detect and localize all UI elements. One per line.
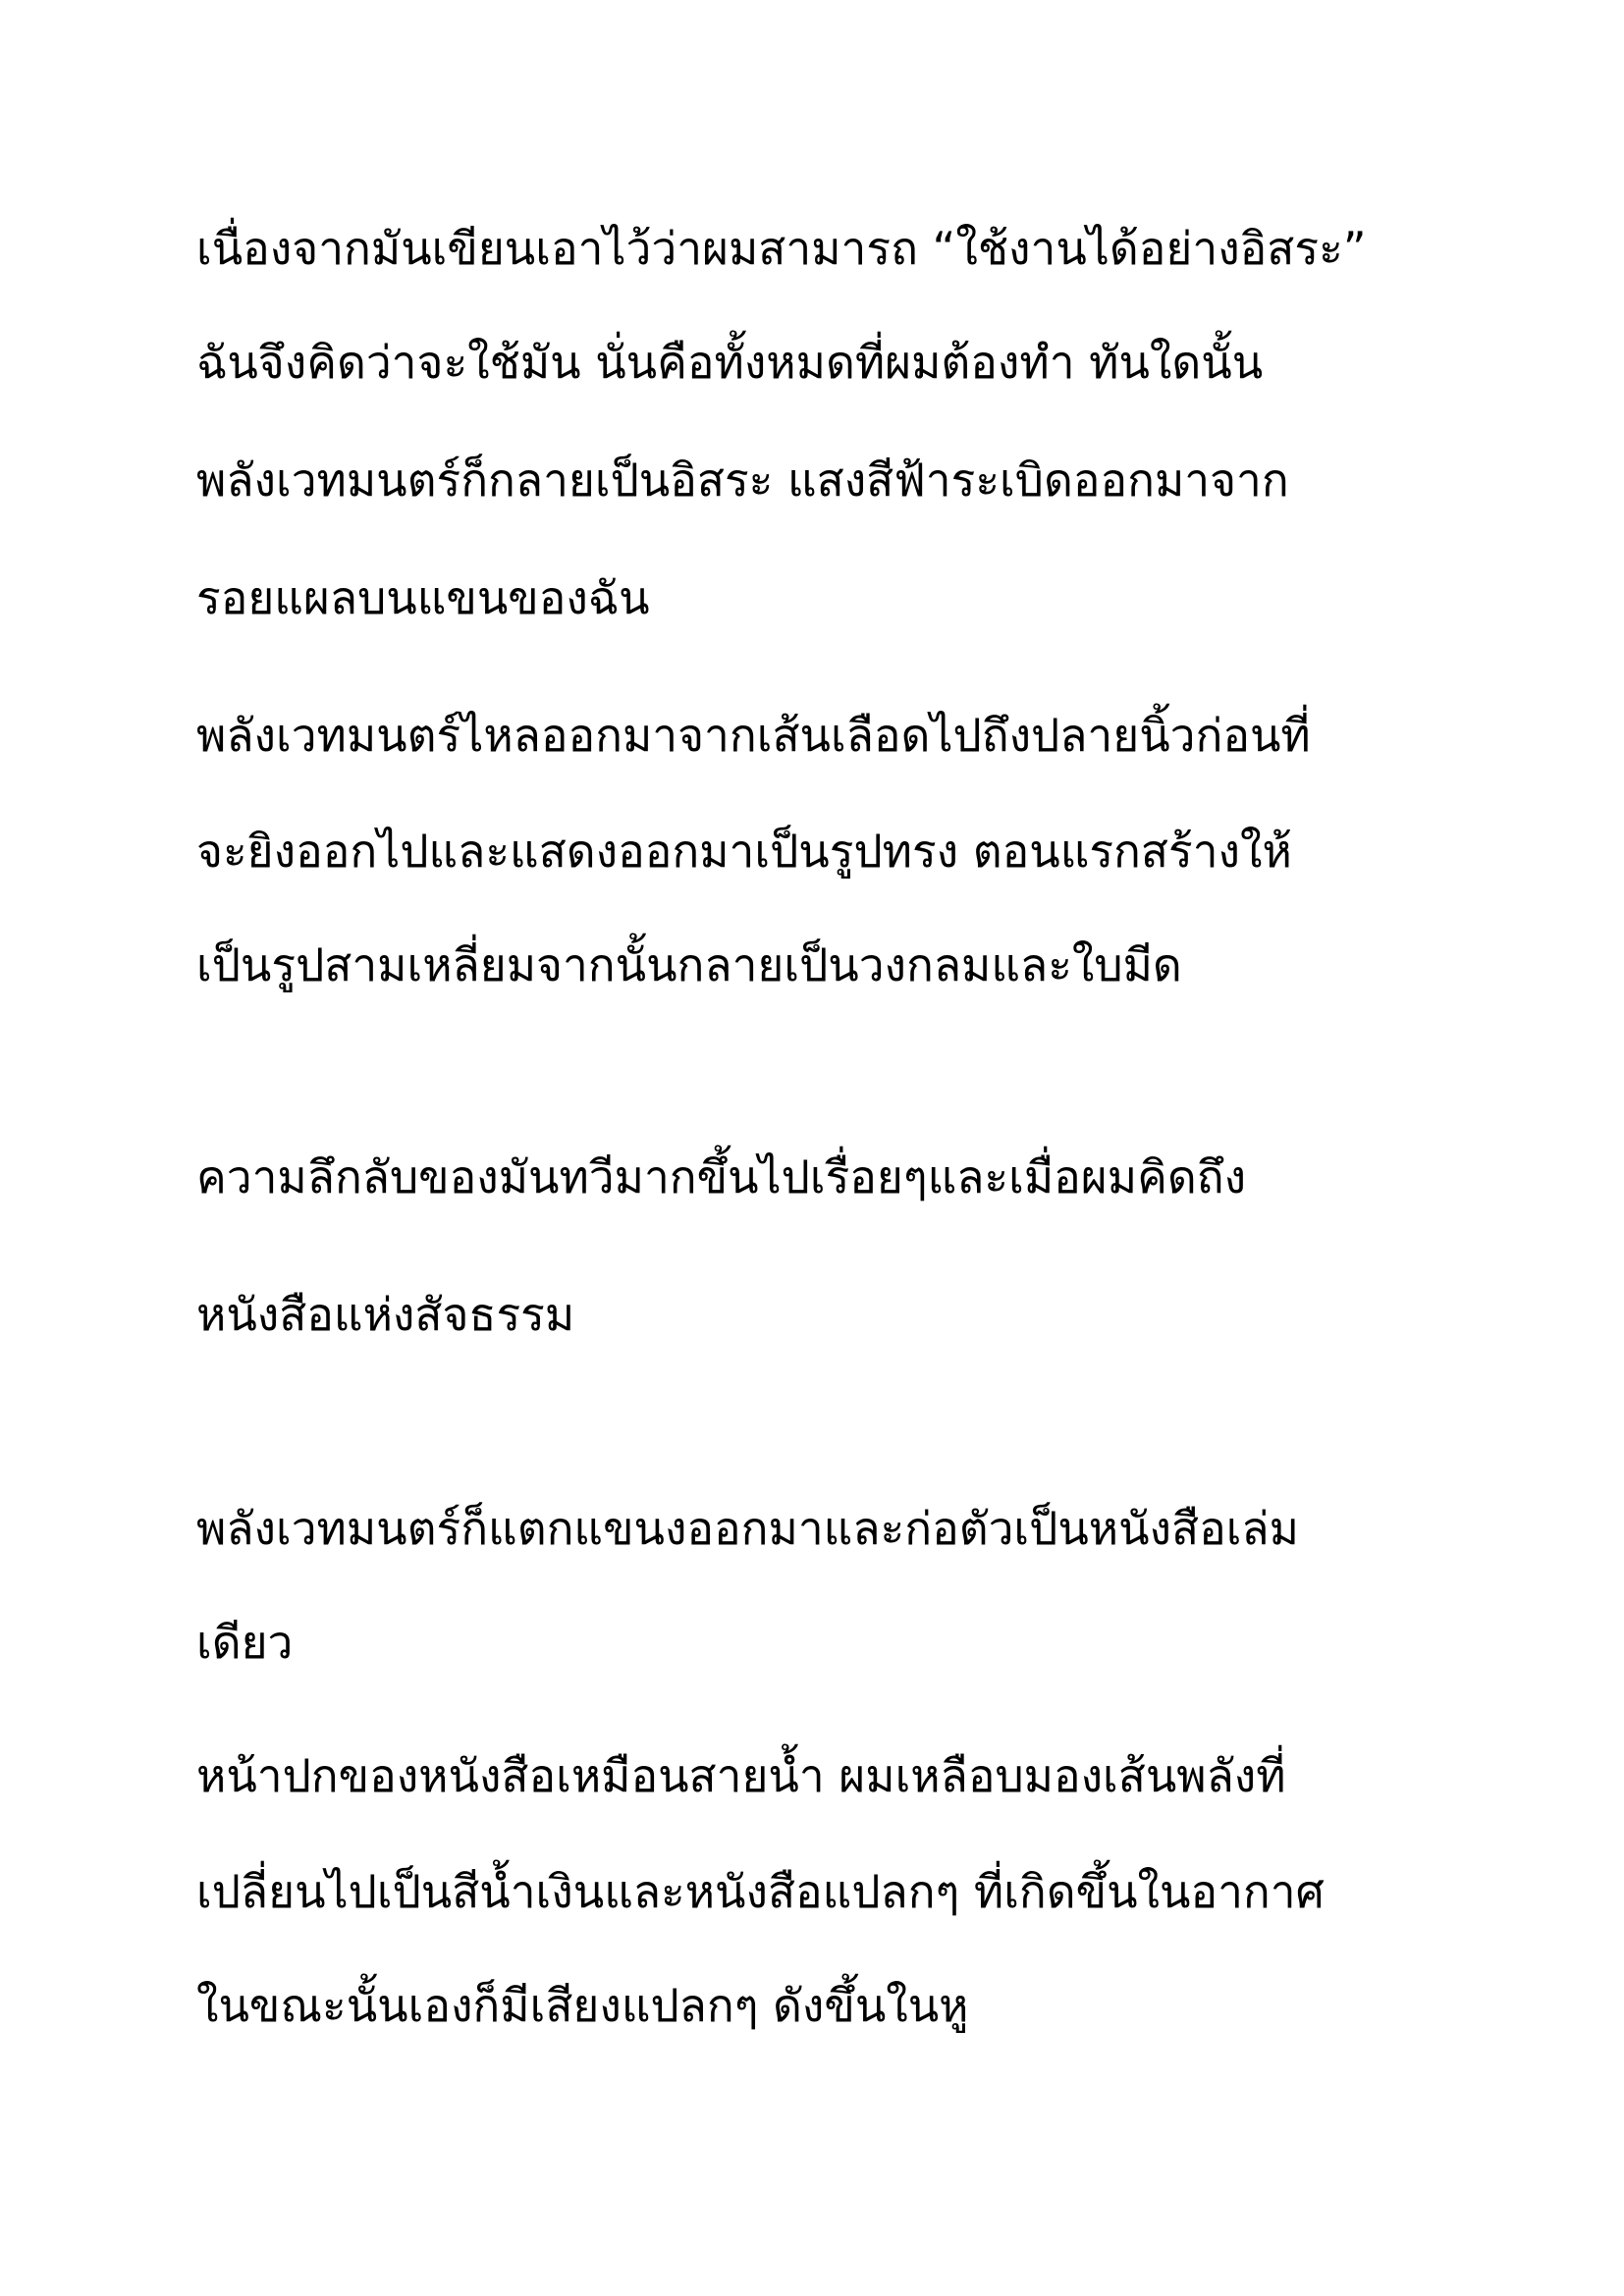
- text-line: พลังเวทมนตร์ก็กลายเป็นอิสระ แสงสีฟ้าระเบิดออกมาจาก: [196, 454, 1289, 507]
- text-line: ฉันจึงคิดว่าจะใช้มัน นั่นคือทั้งหมดที่ผมต้องทำ ทันใดนั้น: [196, 336, 1264, 389]
- text-line: เนื่องจากมันเขียนเอาไว้ว่าผมสามารถ “ใช้งานได้อย่างอิสระ”: [196, 222, 1367, 275]
- text-line: ในขณะนั้นเองก็มีเสียงแปลกๆ ดังขึ้นในหู: [196, 1979, 969, 2032]
- text-line: รอยแผลบนแขนของฉัน: [196, 571, 650, 624]
- text-line: หนังสือแห่งสัจธรรม: [196, 1288, 575, 1341]
- text-line: จะยิงออกไปและแสดงออกมาเป็นรูปทรง ตอนแรกสร้างให้: [196, 825, 1292, 878]
- text-line: พลังเวทมนตร์ก็แตกแขนงออกมาและก่อตัวเป็นหนังสือเล่ม: [196, 1502, 1299, 1555]
- text-line: เดียว: [196, 1616, 294, 1669]
- text-line: เป็นรูปสามเหลี่ยมจากนั้นกลายเป็นวงกลมและใบมีด: [196, 938, 1182, 991]
- text-line: เปลี่ยนไปเป็นสีน้ำเงินและหนังสือแปลกๆ ที่เกิดขึ้นในอากาศ: [196, 1865, 1325, 1918]
- text-line: พลังเวทมนตร์ไหลออกมาจากเส้นเลือดไปถึงปลายนิ้วก่อนที่: [196, 709, 1311, 762]
- text-line: หน้าปกของหนังสือเหมือนสายน้ำ ผมเหลือบมองเส้นพลังที่: [196, 1749, 1286, 1802]
- text-line: ความลึกลับของมันทวีมากขึ้นไปเรื่อยๆและเมื่อผมคิดถึง: [196, 1150, 1247, 1203]
